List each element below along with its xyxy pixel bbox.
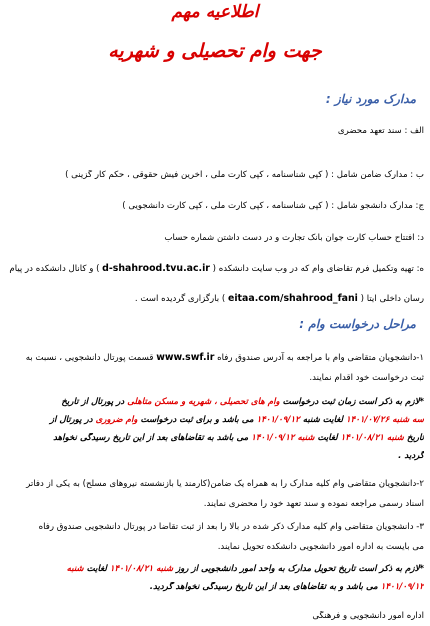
note-1-l1-a: *لازم به ذکر است زمان ثبت درخواست — [282, 397, 424, 407]
title-important-notice: اطلاعیه مهم — [171, 2, 259, 22]
step-1-line2: ثبت درخواست خود اقدام نمایند. — [309, 373, 424, 383]
document-item-c: ج: مدارک دانشجو شامل : ( کپی شناسنامه ، کپی کارت ملی ، کپی کارت دانشجویی ) — [122, 201, 424, 211]
step-1-line1 — [6, 352, 424, 364]
note-2-line2 — [6, 582, 424, 593]
note-2-l2-b: می باشد و به تقاضاهای بعد از این تاریخ رسیدگی نخواهد گردید. — [149, 582, 378, 592]
eitaa-channel-link[interactable]: eitaa.com/shahrood_fani — [227, 293, 358, 304]
note-1-l1-c: در پورتال از تاریخ — [61, 397, 125, 407]
note-1-urgent-loan: وام ضروری — [95, 415, 138, 425]
steps-heading: مراحل درخواست وام : — [299, 317, 416, 331]
documents-heading: مدارک مورد نیاز : — [325, 92, 416, 106]
document-item-e-line2 — [6, 293, 424, 305]
document-item-e-text1: ه: تهیه وتکمیل فرم تقاضای وام که در وب سایت دانشکده ( — [212, 264, 424, 274]
note-1-line4: گردید . — [398, 451, 424, 461]
footer-office: اداره امور دانشجویی و فرهنگی — [312, 611, 424, 621]
note-1-urgent-end: شنبه ۱۴۰۱/۰۹/۱۲ — [251, 433, 315, 443]
note-1-urgent-start: شنبه ۱۴۰۱/۰۸/۲۱ — [340, 433, 404, 443]
step-3-line1: ۳- دانشجویان متقاضی وام کلیه مدارک ذکر شده در بالا را بعد از ثبت تقاضا در پورتال دانشجویی صندوق رفاه — [38, 522, 424, 532]
swf-website-link[interactable]: www.swf.ir — [156, 352, 215, 363]
note-2-start-date: شنبه ۱۴۰۱/۰۸/۲۱ — [109, 564, 174, 574]
note-2-l1-c: لغایت — [86, 564, 107, 574]
document-item-b: ب : مدارک ضامن شامل : ( کپی شناسنامه ، کپی کارت ملی ، آخرین فیش حقوقی ، حکم کار گزینی ) — [65, 170, 424, 180]
note-1-loan-types: وام های تحصیلی ، شهریه و مسکن متاهلی — [127, 397, 280, 407]
step-2-line2: اسناد رسمی مراجعه نموده و سند تعهد خود را محضری نمایند. — [203, 499, 424, 509]
note-1-line1 — [6, 397, 424, 408]
step-1-text2: قسمت پورتال دانشجویی ، نسبت به — [25, 353, 154, 363]
note-1-l2-d: می باشد و برای ثبت درخواست — [140, 415, 254, 425]
note-2-end-date: ۱۴۰۱/۰۹/۱۲ — [380, 582, 424, 592]
note-1-line3 — [6, 433, 424, 444]
note-2-line1 — [6, 564, 424, 575]
document-item-e-text2: ) و کانال دانشکده در پیام — [9, 264, 100, 274]
step-2-line1: ۲-دانشجویان متقاضی وام کلیه مدارک را به همراه یک ضامن(کارمند یا بازنشسته نیروهای مسلح) به یکی از دفاتر — [26, 479, 424, 489]
note-1-line2 — [6, 415, 424, 426]
step-1-text1: ۱-دانشجویان متقاضی وام با مراجعه به آدرس صندوق رفاه — [217, 353, 424, 363]
document-item-e-text4: ) بارگزاری گردیده است . — [134, 294, 226, 304]
document-item-a: الف : سند تعهد محضری — [337, 126, 424, 136]
document-item-e-line1 — [6, 263, 424, 275]
college-website-link[interactable]: d-shahrood.tvu.ac.ir — [102, 263, 210, 274]
title-loan-subject: جهت وام تحصیلی و شهریه — [108, 40, 322, 62]
note-2-end-day: شنبه — [66, 564, 84, 574]
note-1-end-date: ۱۴۰۱/۰۹/۱۲ — [256, 415, 300, 425]
document-item-d: د: افتتاح حساب کارت جوان بانک تجارت و در دست داشتن شماره حساب — [164, 233, 424, 243]
note-1-l2-f: در پورتال از — [49, 415, 93, 425]
document-item-e-text3: رسان داخلی ایتا ( — [360, 294, 424, 304]
step-3-line2: می بایست به اداره امور دانشجویی دانشکده تحویل نمایند. — [217, 542, 424, 552]
note-2-l1-a: *لازم به ذکر است تاریخ تحویل مدارک به واحد امور دانشجویی از روز — [176, 564, 424, 574]
note-1-l3-e: می باشد به تقاضاهای بعد از این تاریخ رسیدگی نخواهد — [53, 433, 249, 443]
note-1-l3-c: لغایت — [317, 433, 338, 443]
note-1-l2-b: لغایت شنبه — [302, 415, 343, 425]
note-1-l3-a: تاریخ — [406, 433, 424, 443]
note-1-start-date: سه شنبه ۱۴۰۱/۰۷/۲۶ — [345, 415, 424, 425]
